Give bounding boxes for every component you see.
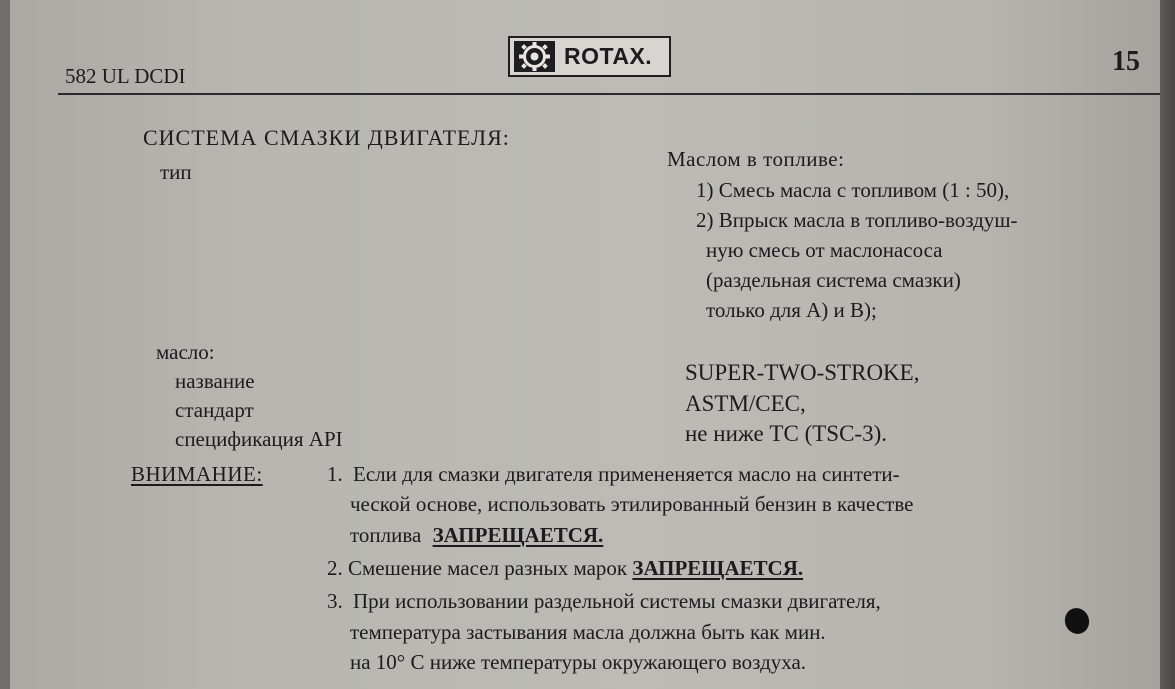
oil-standard-value: ASTM/CEC, (685, 391, 806, 416)
oil-name-value: SUPER-TWO-STROKE, (685, 360, 920, 385)
header-rule (58, 93, 1160, 95)
brand-name: ROTAX. (564, 43, 653, 69)
engine-model: 582 UL DCDI (65, 64, 186, 88)
oil-spec-label: спецификация API (175, 427, 343, 451)
warning-item-1-line-2: ческой основе, использовать этилированный бензин в качестве (350, 492, 914, 516)
rotax-logo (508, 36, 671, 77)
type-value-lead: Маслом в топливе: (667, 147, 845, 171)
warning-item-3-line-1: При использовании раздельной системы смазки двигателя, (353, 589, 881, 613)
ink-smudge (1061, 605, 1092, 638)
warning-item-2-text: Смешение масел разных марок (348, 556, 628, 580)
warning-item-3-number: 3. (327, 589, 343, 613)
page-number: 15 (1112, 46, 1140, 77)
oil-standard-label: стандарт (175, 398, 254, 422)
warning-item-2 (327, 556, 803, 581)
warning-item-1-text-end: топлива (350, 523, 422, 547)
warning-item-3-line-3: на 10° С ниже температуры окружающего воздуха. (350, 650, 807, 674)
warning-item-1-emphasis: ЗАПРЕЩАЕТСЯ. (432, 523, 604, 547)
oil-spec-value: не ниже ТС (TSC-3). (685, 421, 887, 446)
page-edge-shadow (1160, 0, 1175, 689)
warning-item-1-line-1: Если для смазки двигателя примененяется масло на синтети- (353, 462, 900, 486)
warning-item-1-number: 1. (327, 462, 343, 486)
warning-item-2-emphasis: ЗАПРЕЩАЕТСЯ. (632, 556, 804, 580)
warning-item-3-line-2: температура застывания масла должна быть как мин. (350, 620, 826, 644)
type-label: тип (160, 160, 192, 184)
oil-label: масло: (156, 340, 215, 364)
warning-item-2-number: 2. (327, 556, 343, 580)
section-title: СИСТЕМА СМАЗКИ ДВИГАТЕЛЯ: (143, 125, 510, 150)
gear-icon (514, 41, 555, 72)
type-value-line-2: 2) Впрыск масла в топливо-воздуш- (696, 208, 1018, 232)
type-value-line-3: ную смесь от маслонасоса (706, 238, 943, 262)
warning-label: ВНИМАНИЕ: (131, 462, 263, 486)
type-value-line-4: (раздельная система смазки) (706, 268, 961, 292)
oil-name-label: название (175, 369, 255, 393)
type-value-line-1: 1) Смесь масла с топливом (1 : 50), (696, 178, 1010, 202)
type-value-line-5: только для А) и В); (706, 298, 877, 322)
manual-page (10, 0, 1160, 689)
warning-item-1-line-3 (350, 523, 603, 548)
